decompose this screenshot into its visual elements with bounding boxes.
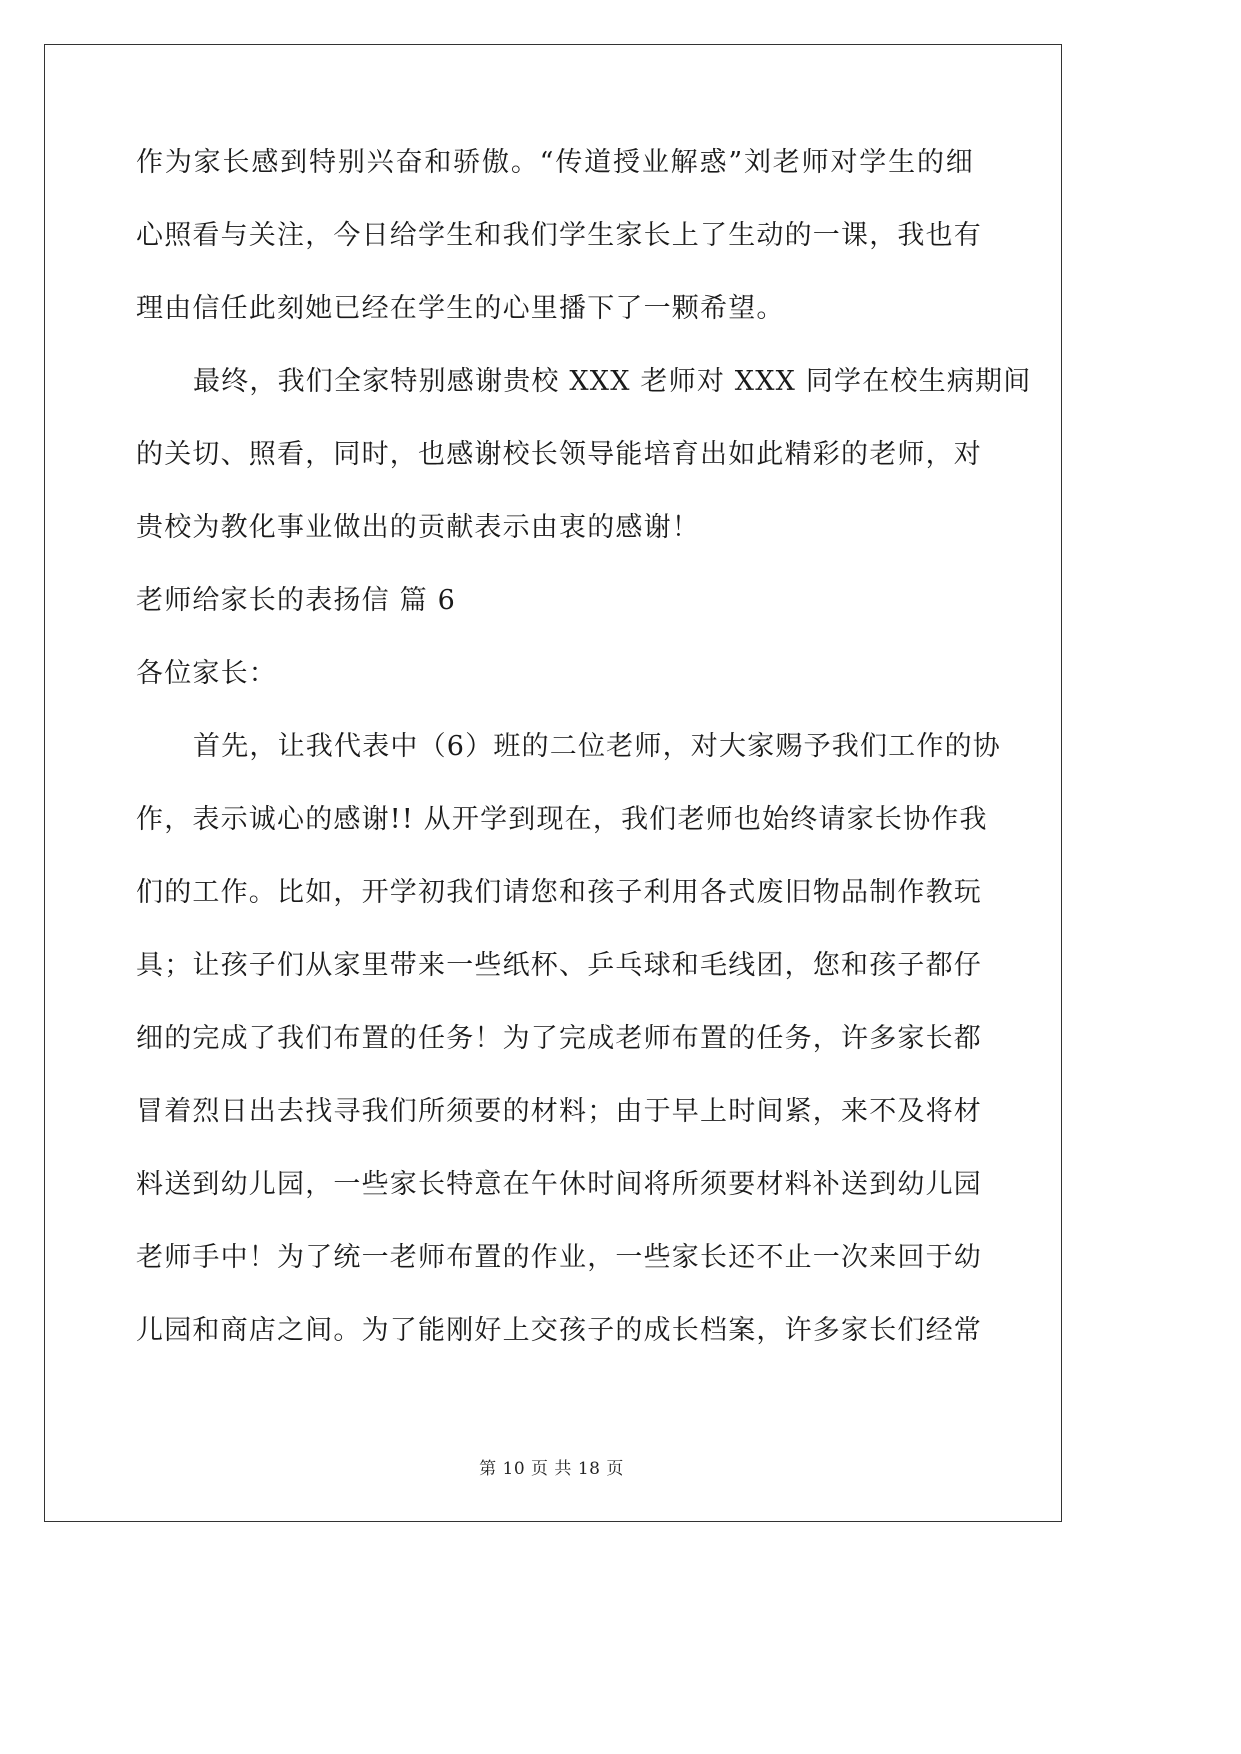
- text-line: 首先，让我代表中（6）班的二位老师，对大家赐予我们工作的协: [193, 731, 1001, 762]
- page-number-footer: 第 10 页 共 18 页: [479, 1459, 624, 1479]
- text-line: 理由信任此刻她已经在学生的心里播下了一颗希望。: [136, 293, 785, 324]
- text-line: 具；让孩子们从家里带来一些纸杯、乒乓球和毛线团，您和孩子都仔: [136, 950, 982, 981]
- text-line: 细的完成了我们布置的任务！为了完成老师布置的任务，许多家长都: [136, 1023, 982, 1054]
- text-line: 冒着烈日出去找寻我们所须要的材料；由于早上时间紧，来不及将材: [136, 1096, 982, 1127]
- text-line: 老师手中！为了统一老师布置的作业，一些家长还不止一次来回于幼: [136, 1242, 982, 1273]
- text-line: 作为家长感到特别兴奋和骄傲。“传道授业解惑”刘老师对学生的细: [136, 147, 974, 178]
- text-line: 最终，我们全家特别感谢贵校 XXX 老师对 XXX 同学在校生病期间: [193, 366, 1032, 397]
- document-body: [136, 146, 1032, 1387]
- section-heading: 老师给家长的表扬信 篇 6: [136, 585, 456, 616]
- text-line: 心照看与关注，今日给学生和我们学生家长上了生动的一课，我也有: [136, 220, 982, 251]
- text-line: 们的工作。比如，开学初我们请您和孩子利用各式废旧物品制作教玩: [136, 877, 982, 908]
- text-line: 作，表示诚心的感谢!! 从开学到现在，我们老师也始终请家长协作我: [136, 804, 988, 835]
- text-line: 的关切、照看，同时，也感谢校长领导能培育出如此精彩的老师，对: [136, 439, 982, 470]
- text-line: 儿园和商店之间。为了能刚好上交孩子的成长档案，许多家长们经常: [136, 1315, 982, 1346]
- salutation: 各位家长：: [136, 658, 277, 689]
- text-line: 料送到幼儿园，一些家长特意在午休时间将所须要材料补送到幼儿园: [136, 1169, 982, 1200]
- text-line: 贵校为教化事业做出的贡献表示由衷的感谢！: [136, 512, 700, 543]
